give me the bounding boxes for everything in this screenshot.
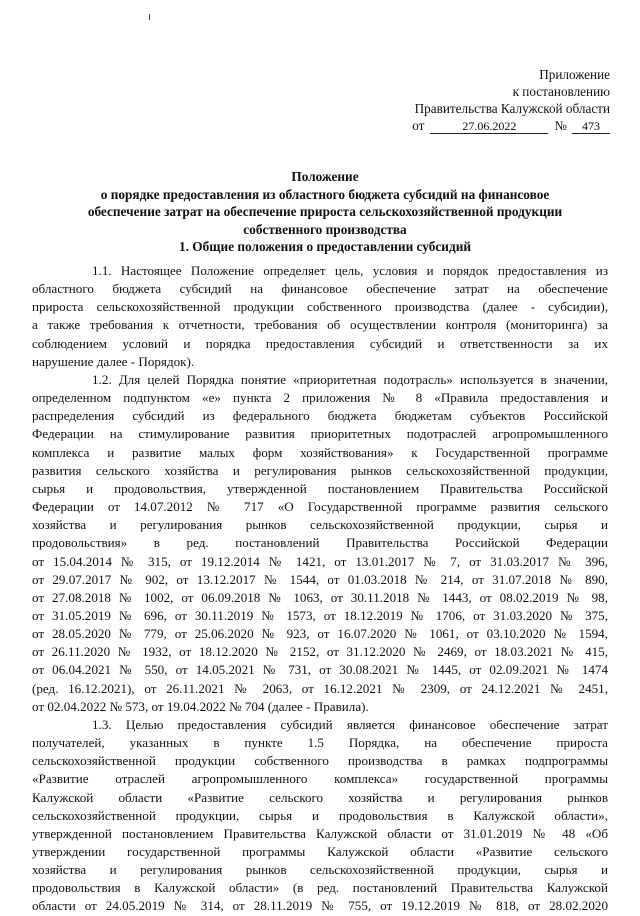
appendix-date-line <box>412 117 610 134</box>
paragraph-line: Калужской области «Развитие сельского хозяйства и регулирования рынков <box>32 789 608 805</box>
paragraph-line: от 02.04.2022 № 573, от 19.04.2022 № 704 (далее - Правила). <box>32 698 369 714</box>
document-body <box>32 262 608 916</box>
paragraph-line: получателей, указанных в пункте 1.5 Порядка, на обеспечение прироста <box>32 735 608 751</box>
paragraph-line: областного бюджета субсидий на финансовое обеспечение затрат на обеспечение <box>32 281 608 297</box>
paragraph-line: от 06.04.2021 № 550, от 14.05.2021 № 731, от 30.08.2021 № 1445, от 02.09.2021 № 1474 <box>32 662 608 678</box>
paragraph <box>32 371 608 716</box>
paragraph-line: от 27.08.2018 № 1002, от 06.09.2018 № 1063, от 30.11.2018 № 1443, от 08.02.2019 № 98, <box>32 589 608 605</box>
paragraph-line: сельскохозяйственной продукции собственного производства в рамках подпрограммы <box>32 753 608 769</box>
appendix-line-2: к постановлению <box>512 84 610 99</box>
paragraph-line: от 28.05.2020 № 779, от 25.06.2020 № 923, от 16.07.2020 № 1061, от 03.10.2020 № 1594, <box>32 626 608 642</box>
paragraph-line: 1.1. Настоящее Положение определяет цель, условия и порядок предоставления из <box>92 263 608 278</box>
paragraph-line: утверждении государственной программы Калужской области «Развитие сельского <box>32 844 608 859</box>
paragraph-line: Федерации от 14.07.2012 № 717 «О Государственной программе развития сельского <box>32 499 608 515</box>
paragraph-line: «Развитие отраслей агропромышленного комплекса» государственной программы <box>32 771 608 787</box>
paragraph-line: развития сельского хозяйства и регулирования рынков сельскохозяйственной продукции, <box>32 462 608 478</box>
section-heading: 1. Общие положения о предоставлении субсидий <box>178 239 472 254</box>
paragraph-line: продовольствия в Калужской области» (в ред. постановлений Правительства Калужской <box>32 880 608 896</box>
appendix-header <box>412 66 610 134</box>
appendix-line-3: Правительства Калужской области <box>414 101 610 116</box>
paragraph-line: 1.3. Целью предоставления субсидий является финансовое обеспечение затрат <box>92 716 608 732</box>
scan-mark <box>149 14 150 20</box>
paragraph-line: сырья и продовольствия, утвержденной постановлением Правительства Российской <box>32 480 608 496</box>
paragraph-line: нарушение далее - Порядок). <box>32 353 195 369</box>
paragraph-line: от 31.05.2019 № 696, от 30.11.2019 № 1573, от 18.12.2019 № 1706, от 31.03.2020 № 375, <box>32 607 608 623</box>
paragraph-line: Федерации на стимулирование развития приоритетных подотраслей агропромышленного <box>32 426 608 442</box>
paragraph-line: хозяйства и регулирования рынков сельскохозяйственной продукции, сырья и <box>32 862 608 878</box>
paragraph-line: области от 24.05.2019 № 314, от 28.11.2019 № 755, от 19.12.2019 № 818, от 28.02.2020 <box>32 898 608 914</box>
paragraph-line: соблюдением условий и порядка предоставления субсидий и ответственности за их <box>32 335 608 351</box>
from-label: от <box>412 118 425 133</box>
document-title <box>40 168 610 256</box>
title-line-2: о порядке предоставления из областного бюджета субсидий на финансовое <box>100 186 550 202</box>
decree-date: 27.06.2022 <box>430 120 548 134</box>
paragraph-line: 1.2. Для целей Порядка понятие «приоритетная подотрасль» используется в значении, <box>92 371 608 387</box>
title-line-3: обеспечение затрат на обеспечение прироста сельскохозяйственной продукции <box>87 204 563 219</box>
paragraph-line: хозяйства и регулирования рынков сельскохозяйственной продукции, сырья и <box>32 517 608 533</box>
paragraph-line: от 29.07.2017 № 902, от 13.12.2017 № 1544, от 01.03.2018 № 214, от 31.07.2018 № 890, <box>32 571 608 587</box>
paragraph-line: а также требования к отчетности, требования об осуществлении контроля (мониторинга) за <box>32 317 608 333</box>
decree-number: 473 <box>572 120 610 134</box>
title-line-1: Положение <box>291 169 359 184</box>
paragraph-line: распределения субсидий из федерального бюджета бюджетам субъектов Российской <box>32 408 608 424</box>
paragraph-line: продовольствия» в ред. постановлений Правительства Российской Федерации <box>32 535 608 551</box>
title-line-4: собственного производства <box>243 221 407 237</box>
paragraph <box>32 716 608 916</box>
paragraph-line: утвержденной постановлением Правительства Калужской области от 31.01.2019 № 48 «Об <box>32 825 608 841</box>
paragraph-line: прироста сельскохозяйственной продукции собственного производства (далее - субсидии), <box>32 299 608 315</box>
paragraph <box>32 262 608 371</box>
paragraph-line: от 15.04.2014 № 315, от 19.12.2014 № 1421, от 13.01.2017 № 7, от 31.03.2017 № 396, <box>32 553 608 569</box>
paragraph-line: от 26.11.2020 № 1932, от 18.12.2020 № 2152, от 31.12.2020 № 2469, от 18.03.2021 № 415, <box>32 644 608 660</box>
paragraph-line: (ред. 16.12.2021), от 26.11.2021 № 2063, от 16.12.2021 № 2309, от 24.12.2021 № 2451, <box>32 680 608 696</box>
number-label: № <box>554 118 567 133</box>
paragraph-line: комплекса и развитие малых форм хозяйствования» к Государственной программе <box>32 444 608 460</box>
appendix-line-1: Приложение <box>539 67 610 82</box>
paragraph-line: определенном подпунктом «е» пункта 2 приложения № 8 «Правила предоставления и <box>32 390 608 406</box>
paragraph-line: сельскохозяйственной продукции, сырья и продовольствия в Калужской области», <box>32 807 608 823</box>
